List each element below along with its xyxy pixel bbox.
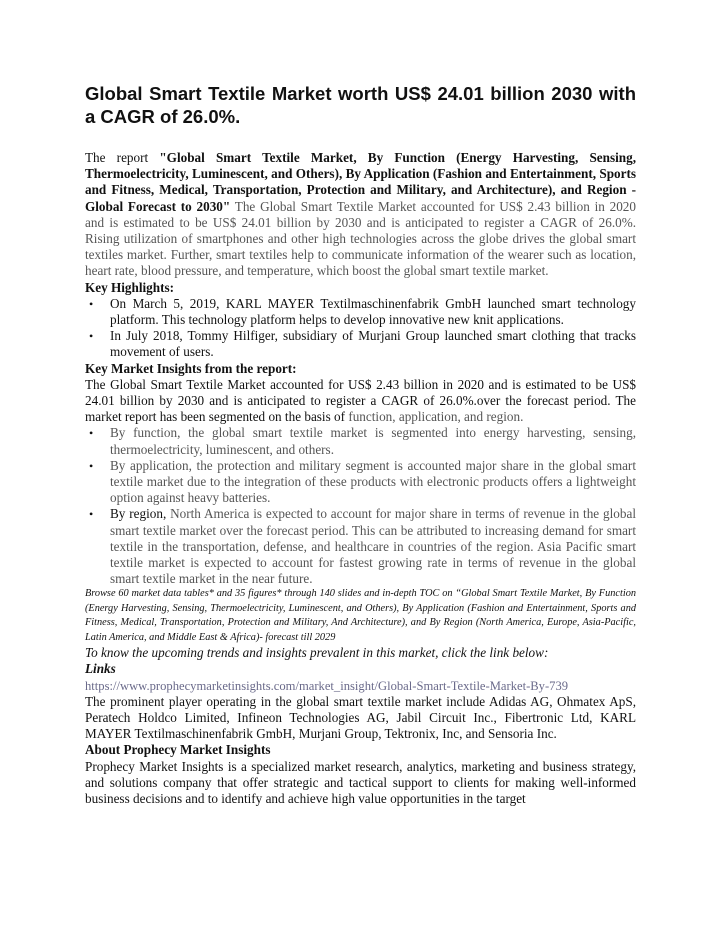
about-paragraph: Prophecy Market Insights is a specialized market research, analytics, marketing and business strategy, and solutions company that offer strategic and tactical support to clients for making well-informed business decisions and to identify and achieve high value opportunities in the target	[85, 758, 636, 806]
list-item: • By function, the global smart textile market is segmented into energy harvesting, sensing, thermoelectricity, luminescent, and others.	[89, 425, 636, 457]
bullet-icon: •	[89, 507, 94, 522]
players-paragraph: The prominent player operating in the global smart textile market include Adidas AG, Ohmatex ApS, Peratech Holdco Limited, Infineon Technologies AG, Jabil Circuit Inc., Fibertronic Ltd, KARL MAYER Textilmaschinenfabrik GmbH, Murjani Group, Tektronix, Inc, and Sensoria Inc.	[85, 693, 636, 742]
list-item: • In July 2018, Tommy Hilfiger, subsidiary of Murjani Group launched smart clothing that tracks movement of users.	[89, 328, 636, 360]
document-title: Global Smart Textile Market worth US$ 24.01 billion 2030 with a CAGR of 26.0%.	[85, 83, 636, 127]
report-link[interactable]: https://www.prophecymarketinsights.com/market_insight/Global-Smart-Textile-Market-By-739	[85, 678, 569, 693]
intro-prefix: The report	[85, 150, 160, 165]
cta-text: To know the upcoming trends and insights prevalent in this market, click the link below:	[85, 645, 549, 661]
key-insights-heading: Key Market Insights from the report:	[85, 360, 297, 376]
links-heading: Links	[85, 661, 116, 677]
key-highlights-heading: Key Highlights:	[85, 279, 175, 295]
insights-paragraph: The Global Smart Textile Market accounted for US$ 2.43 billion in 2020 and is estimated to be US$ 24.01 billion by 2030 and is anticipated to register a CAGR of 26.0%.over the forecast period. The market report has been segmented on the basis of function, application, and region.	[85, 376, 636, 425]
document-page	[85, 82, 636, 807]
browse-note: Browse 60 market data tables* and 35 figures* through 140 slides and in-depth TOC on “Global Smart Textile Market, By Function (Energy Harvesting, Sensing, Thermoelectricity, Luminescent, and Others), By Application (Fashion and Entertainment, Sports and Fitness, Medical, Transportation, Protection and Military, And Architecture), and By Region (North America, Europe, Asia-Pacific, Latin America, and Middle East & Africa)- forecast till 2029	[85, 588, 636, 643]
bullet-icon: •	[89, 426, 94, 441]
about-heading: About Prophecy Market Insights	[85, 742, 271, 758]
list-item: • By region, North America is expected to account for major share in terms of revenue in the global smart textile market over the forecast period. This can be attributed to increasing demand for smart textile in the transportation, defense, and healthcare in countries of the region. Asia Pacific smart textile market is expected to account for fastest growing rate in terms of revenue in the global smart textile market in the near future.	[89, 506, 636, 587]
bullet-icon: •	[89, 329, 94, 344]
intro-paragraph	[85, 150, 636, 280]
bullet-icon: •	[89, 458, 94, 473]
insights-list	[85, 425, 636, 587]
list-item: • By application, the protection and military segment is accounted major share in the global smart textile market due to the integration of these products with electronic products offers a lightweight option against heavy batteries.	[89, 457, 636, 506]
intro-rest: The Global Smart Textile Market accounted for US$ 2.43 billion in 2020 and is estimated to be US$ 24.01 billion by 2030 and is anticipated to register a CAGR of 26.0%. Rising utilization of smartphones and other high technologies across the globe drives the global smart textiles market. Further, smart textiles help to communicate information of the wearer such as location, heart rate, blood pressure, and temperature, which boost the global smart textile market.	[85, 198, 636, 279]
list-item: • On March 5, 2019, KARL MAYER Textilmaschinenfabrik GmbH launched smart technology platform. This technology platform helps to develop innovative new knit applications.	[89, 295, 636, 328]
bullet-icon: •	[89, 296, 94, 311]
highlights-list	[85, 296, 636, 361]
report-name: "Global Smart Textile Market, By Function (Energy Harvesting, Sensing, Thermoelectricity, Luminescent, and Others), By Application (Fashion and Entertainment, Sports and Fitness, Medical, Transportation, Protection and Military, and Architecture), and Region - Global Forecast to 2030"	[85, 150, 636, 214]
